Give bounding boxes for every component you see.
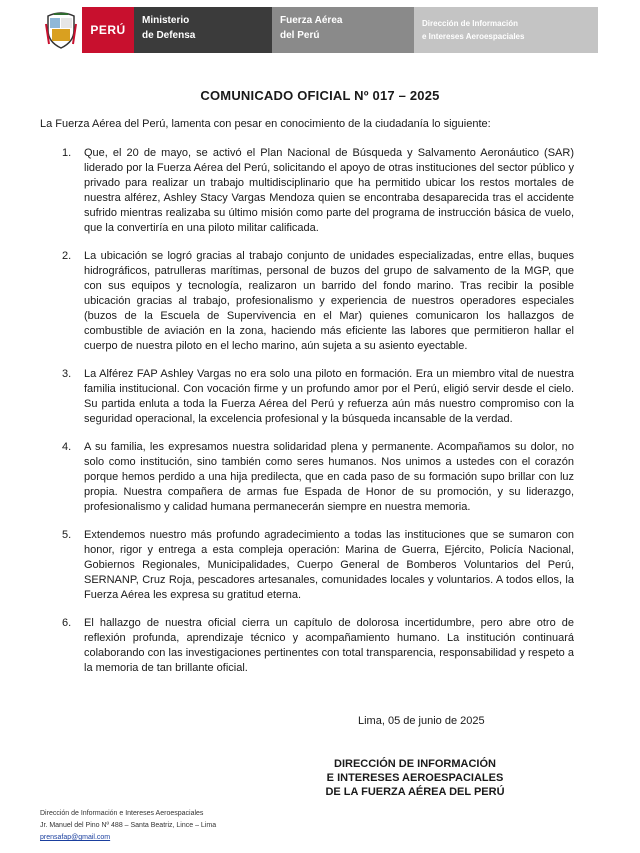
list-item <box>40 146 574 236</box>
item-number: 3. <box>62 368 72 380</box>
direction-line-2: e Intereses Aeroespaciales <box>422 32 525 41</box>
item-number: 6. <box>62 617 72 629</box>
item-text: A su familia, les expresamos nuestra solidaridad plena y permanente. Acompañamos su dolor, no solo como institución, sino también como seres humanos. Nos unimos a ustedes con el corazón porque hemos perdido a una hija predilecta, que en cada paso de su formación supo brillar con luz propia. Nuestra compañera de armas fue Espada de Honor de su promoción, y su liderazgo, profesionalismo y calidad humana permanecerán siempre en nuestra memoria. <box>84 441 574 513</box>
direction-label <box>414 7 598 53</box>
peru-label: PERÚ <box>82 7 134 53</box>
document-title: COMUNICADO OFICIAL Nº 017 – 2025 <box>200 88 440 103</box>
list-item <box>40 367 574 427</box>
item-number: 5. <box>62 529 72 541</box>
item-number: 4. <box>62 441 72 453</box>
ministry-label <box>134 7 272 53</box>
fap-label <box>272 7 414 53</box>
ministry-line-1: Ministerio <box>142 15 190 26</box>
signature-line-1: DIRECCIÓN DE INFORMACIÓN <box>334 758 496 770</box>
item-number: 1. <box>62 147 72 159</box>
list-item <box>40 249 574 354</box>
item-text: La Alférez FAP Ashley Vargas no era solo una piloto en formación. Era un miembro vital de nuestra familia institucional. Con vocación firme y un profundo amor por el Perú, eligió servir desde el cielo. Su partida enluta a toda la Fuerza Aérea del Perú y refuerza aún más nuestro compromiso con la seguridad operacional, la excelencia profesional y la búsqueda incansable de la verdad. <box>84 368 574 425</box>
direction-line-1: Dirección de Información <box>422 19 519 28</box>
item-text: Que, el 20 de mayo, se activó el Plan Nacional de Búsqueda y Salvamento Aeronáutico (SAR) liderado por la Fuerza Aérea del Perú, solicitando el apoyo de otras instituciones del sector público y privado para realizar un trabajo multidisciplinario que ha permitido ubicar los restos mortales de nuestra alférez, Ashley Stacy Vargas Mendoza quien se encontraba desaparecida tras el accidente sufrido mientras realizaba su último misión como parte del programa de instrucción básica de vuelo, que la convertiría en una piloto militar calificada. <box>84 147 574 234</box>
item-number: 2. <box>62 250 72 262</box>
list-item <box>40 616 574 676</box>
signature-line-2: E INTERESES AEROESPACIALES <box>326 772 504 784</box>
fap-line-1: Fuerza Aérea <box>280 15 343 26</box>
intro-text: La Fuerza Aérea del Perú, lamenta con pesar en conocimiento de la ciudadanía lo siguiente: <box>40 118 491 130</box>
ministry-line-2: de Defensa <box>142 30 196 41</box>
item-text: Extendemos nuestro más profundo agradecimiento a todas las instituciones que se sumaron con honor, rigor y entrega a esta compleja operación: Marina de Guerra, Ejército, Policía Nacional, Gobiernos Regionales, Municipalidades, Cuerpo General de Bomberos Voluntarios del Perú, SERNANP, Cruz Roja, pescadores artesanales, comunidades locales y voluntarios. A todos ellos, la Fuerza Aérea les expresa su gratitud eterna. <box>84 529 574 601</box>
document-date: Lima, 05 de junio de 2025 <box>358 715 485 727</box>
list-item <box>40 528 574 603</box>
item-text: El hallazgo de nuestra oficial cierra un capítulo de dolorosa incertidumbre, pero abre otro de reflexión profunda, aprendizaje técnico y acompañamiento humano. La institución continuará colaborando con las investigaciones pertinentes con total transparencia, responsabilidad y respeto a la memoria de tan brillante oficial. <box>84 617 574 674</box>
signature-block <box>300 757 530 799</box>
fap-line-2: del Perú <box>280 30 320 41</box>
statement-list <box>40 146 574 689</box>
item-text: La ubicación se logró gracias al trabajo conjunto de unidades especializadas, entre ellas, buques hidrográficos, patrulleras marítimas, personal de buzos del grupo de salvamento de la MGP, que con sus equipos y tecnología, realizaron un barrido del fondo marino. Tras recibir la posible ubicación gracias al trabajo, profesionalismo y experiencia de nuestros operadores especiales (buzos de la Escuela de Supervivencia en el Mar) quienes comunicaron los hallazgos de combustible de aviación en la zona, haciendo más eficiente las labores que permitieron hallar el cuerpo de nuestra piloto en el lecho marino, aún sujeta a su asiento eyectable. <box>84 250 574 352</box>
signature-line-3: DE LA FUERZA AÉREA DEL PERÚ <box>325 786 505 798</box>
footer-email-link[interactable]: prensafap@gmail.com <box>40 834 111 841</box>
footer <box>40 808 216 844</box>
list-item <box>40 440 574 515</box>
footer-line-2: Jr. Manuel del Pino Nº 488 – Santa Beatriz, Lince – Lima <box>40 822 217 829</box>
coat-of-arms-icon <box>40 7 82 53</box>
letterhead <box>40 7 598 53</box>
footer-line-1: Dirección de Información e Intereses Aeroespaciales <box>40 810 204 817</box>
